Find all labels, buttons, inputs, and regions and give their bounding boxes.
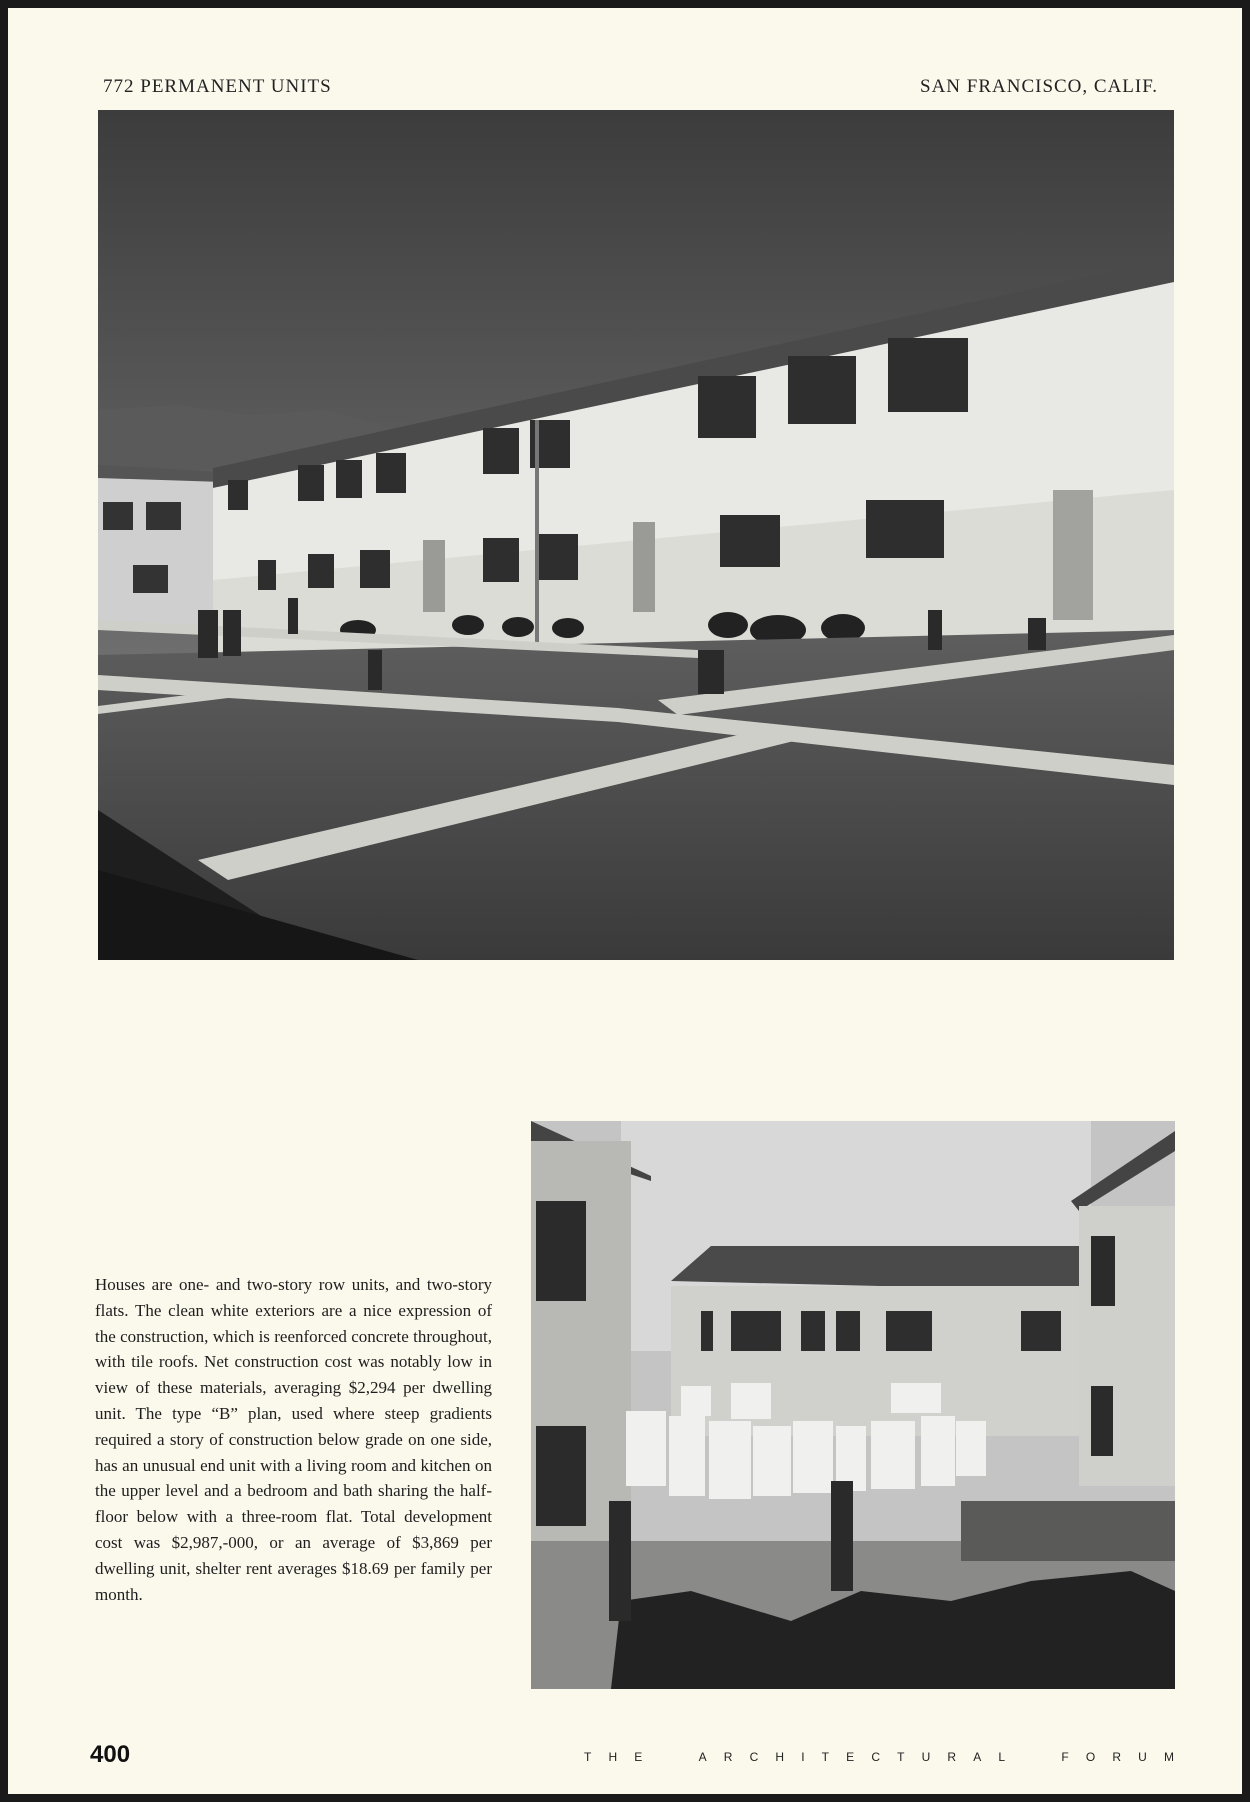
journal-title-letter: F (1061, 1750, 1069, 1764)
caption-text: Houses are one- and two-story row units, and two-story flats. The clean white exteriors are a nice expression of the construction, which is reenforced concrete throughout, with tile roofs. Net construction cost was notably low in view of these materials, averaging $2,294 per dwelling unit. The type “B” plan, used where steep gradients required a story of construction below grade on one side, has an unusual end unit with a living room and kitchen on the upper level and a bedroom and bath sharing the half-floor below with a three-room flat. Total development cost was $2,987,-000, or an average of $3,869 per dwelling unit, shelter rent averages $18.69 per family per month. (95, 1275, 492, 1604)
journal-title-letter: U (1138, 1750, 1147, 1764)
journal-title-letter: A (973, 1750, 982, 1764)
photo-laundry-yard (531, 1121, 1175, 1689)
journal-title-letter: E (846, 1750, 855, 1764)
journal-title-letter: C (749, 1750, 759, 1764)
journal-title-letter: R (723, 1750, 733, 1764)
photo-row-houses-courtyard (98, 110, 1174, 960)
running-head-left: 772 PERMANENT UNITS (103, 76, 332, 97)
journal-title (584, 1750, 1174, 1764)
journal-title-letter: H (608, 1750, 618, 1764)
journal-title-letter: R (947, 1750, 957, 1764)
page-number: 400 (90, 1741, 131, 1768)
journal-title-letter: T (821, 1750, 830, 1764)
journal-title-letter: U (921, 1750, 931, 1764)
journal-title-letter: O (1085, 1750, 1096, 1764)
journal-title-letter: H (775, 1750, 785, 1764)
journal-title-letter: C (871, 1750, 880, 1764)
journal-title-letter: T (584, 1750, 592, 1764)
magazine-page (8, 8, 1242, 1794)
journal-title-letter: M (1163, 1750, 1174, 1764)
running-head-right: SAN FRANCISCO, CALIF. (920, 76, 1159, 97)
journal-title-letter: L (998, 1750, 1006, 1764)
journal-title-letter: T (897, 1750, 905, 1764)
journal-title-letter: E (634, 1750, 643, 1764)
journal-title-letter: I (801, 1750, 805, 1764)
journal-title-letter: A (698, 1750, 707, 1764)
journal-title-letter (659, 1750, 681, 1764)
journal-title-letter (1022, 1750, 1044, 1764)
journal-title-letter: R (1112, 1750, 1121, 1764)
